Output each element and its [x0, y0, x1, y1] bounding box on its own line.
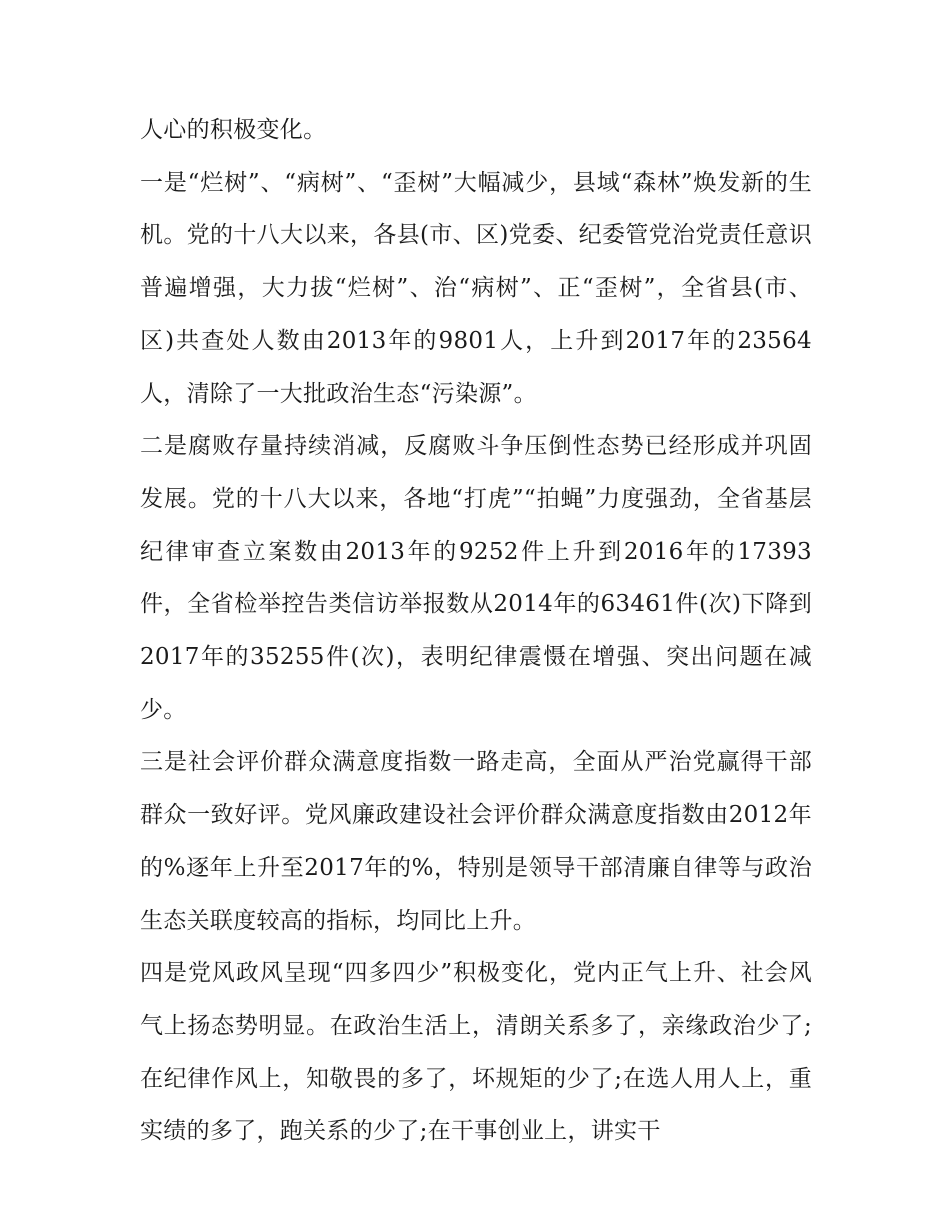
- paragraph-point-four: 四是党风政风呈现“四多四少”积极变化，党内正气上升、社会风气上扬态势明显。在政治生活上，清朗关系多了，亲缘政治少了;在纪律作风上，知敬畏的多了，坏规矩的少了;在选人用人上，重实绩的多了，跑关系的少了;在干事创业上，讲实干: [140, 960, 812, 1145]
- paragraph-point-two: 二是腐败存量持续消减，反腐败斗争压倒性态势已经形成并巩固发展。党的十八大以来，各地“打虎”“拍蝇”力度强劲，全省基层纪律审查立案数由2013年的9252件上升到2016年的17393件，全省检举控告类信访举报数从2014年的63461件(次)下降到2017年的35255件(次)，表明纪律震慑在增强、突出问题在减少。: [140, 433, 812, 723]
- paragraph-point-one: 一是“烂树”、“病树”、“歪树”大幅减少，县域“森林”焕发新的生机。党的十八大以来，各县(市、区)党委、纪委管党治党责任意识普遍增强，大力拔“烂树”、治“病树”、正“歪树”，全省县(市、区)共查处人数由2013年的9801人，上升到2017年的23564人，清除了一大批政治生态“污染源”。: [140, 169, 812, 407]
- document-body: [140, 104, 812, 1158]
- paragraph-point-three: 三是社会评价群众满意度指数一路走高，全面从严治党赢得干部群众一致好评。党风廉政建设社会评价群众满意度指数由2012年的%逐年上升至2017年的%，特别是领导干部清廉自律等与政治生态关联度较高的指标，均同比上升。: [140, 749, 812, 934]
- paragraph-intro-end: 人心的积极变化。: [140, 117, 327, 143]
